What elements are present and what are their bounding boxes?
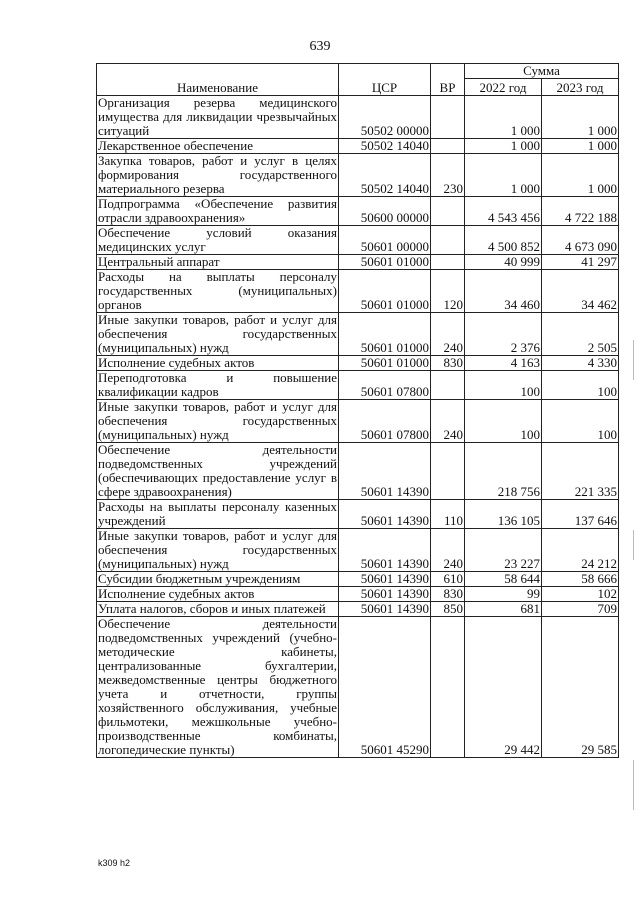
table-row: [97, 371, 619, 400]
row-csr: 50601 07800: [339, 371, 431, 400]
row-csr: 50601 01000: [339, 255, 431, 270]
row-csr: 50601 01000: [339, 313, 431, 356]
row-name: Исполнение судебных актов: [97, 356, 339, 371]
row-name: Обеспечение деятельности подведомственных учреждений (обеспечивающих предоставление услуг в сфере здравоохранения): [98, 442, 337, 499]
header-sum: Сумма: [465, 64, 619, 79]
row-value-2023: 1 000: [542, 139, 619, 154]
row-value-2022: 34 460: [465, 270, 542, 313]
table-body: [97, 96, 619, 758]
row-csr: 50600 00000: [339, 197, 431, 226]
row-value-2023: 102: [542, 587, 619, 602]
table-row: [97, 255, 619, 270]
row-value-2022: 23 227: [465, 529, 542, 572]
row-csr: 50601 45290: [339, 617, 431, 758]
page-number: 639: [309, 39, 331, 54]
row-vr: [431, 226, 465, 255]
row-vr: 240: [431, 313, 465, 356]
header-vr: ВР: [431, 64, 465, 96]
row-name: Уплата налогов, сборов и иных платежей: [97, 602, 339, 617]
row-value-2022: 4 500 852: [465, 226, 542, 255]
row-csr: 50601 14390: [339, 572, 431, 587]
row-csr: 50502 00000: [339, 96, 431, 139]
row-name: Иные закупки товаров, работ и услуг для обеспечения государственных (муниципальных) нужд: [98, 528, 337, 571]
row-name: Лекарственное обеспечение: [97, 139, 339, 154]
row-vr: 830: [431, 356, 465, 371]
table-row: [97, 572, 619, 587]
row-value-2022: 2 376: [465, 313, 542, 356]
row-value-2023: 100: [542, 371, 619, 400]
row-vr: 850: [431, 602, 465, 617]
row-vr: [431, 255, 465, 270]
header-year-2022: 2022 год: [465, 79, 542, 96]
row-value-2022: 4 543 456: [465, 197, 542, 226]
row-name: Расходы на выплаты персоналу государственных (муниципальных) органов: [98, 269, 337, 312]
row-value-2023: 100: [542, 400, 619, 443]
table-row: [97, 96, 619, 139]
table-row: [97, 313, 619, 356]
row-value-2023: 221 335: [542, 443, 619, 500]
row-vr: [431, 443, 465, 500]
row-value-2022: 100: [465, 400, 542, 443]
row-csr: 50601 14390: [339, 587, 431, 602]
row-vr: 830: [431, 587, 465, 602]
scan-artifact: [633, 340, 634, 380]
row-vr: [431, 139, 465, 154]
row-value-2023: 2 505: [542, 313, 619, 356]
row-vr: 120: [431, 270, 465, 313]
row-value-2022: 1 000: [465, 139, 542, 154]
row-csr: 50601 01000: [339, 270, 431, 313]
row-value-2023: 29 585: [542, 617, 619, 758]
row-value-2022: 136 105: [465, 500, 542, 529]
row-value-2022: 1 000: [465, 154, 542, 197]
row-value-2022: 29 442: [465, 617, 542, 758]
row-csr: 50502 14040: [339, 139, 431, 154]
row-name: Обеспечение деятельности подведомственных учреждений (учебно-методические кабинеты, централизованные бухгалтерии, межведомственные центры бюджетного учета и отчетности, группы хозяйственного обслуживания, учебные фильмотеки, межшкольные учебно-производственные комбинаты, логопедические пункты): [98, 616, 337, 757]
row-name: Центральный аппарат: [97, 255, 339, 270]
table-row: [97, 587, 619, 602]
row-csr: 50601 14390: [339, 500, 431, 529]
row-value-2023: 1 000: [542, 96, 619, 139]
row-name: Переподготовка и повышение квалификации кадров: [98, 370, 337, 399]
row-value-2022: 218 756: [465, 443, 542, 500]
row-csr: 50601 00000: [339, 226, 431, 255]
row-csr: 50601 01000: [339, 356, 431, 371]
row-vr: 230: [431, 154, 465, 197]
table-row: [97, 197, 619, 226]
row-value-2023: 24 212: [542, 529, 619, 572]
row-vr: [431, 371, 465, 400]
row-csr: 50601 14390: [339, 602, 431, 617]
row-vr: 110: [431, 500, 465, 529]
row-name: Расходы на выплаты персоналу казенных учреждений: [98, 499, 337, 528]
row-name: Иные закупки товаров, работ и услуг для обеспечения государственных (муниципальных) нужд: [98, 399, 337, 442]
scan-artifact: [633, 530, 634, 560]
table-row: [97, 529, 619, 572]
table-row: [97, 443, 619, 500]
row-value-2022: 40 999: [465, 255, 542, 270]
table-row: [97, 270, 619, 313]
header-csr: ЦСР: [339, 64, 431, 96]
row-value-2022: 100: [465, 371, 542, 400]
row-value-2023: 137 646: [542, 500, 619, 529]
row-name: Субсидии бюджетным учреждениям: [97, 572, 339, 587]
row-value-2023: 4 722 188: [542, 197, 619, 226]
budget-table: [96, 63, 619, 758]
row-name: Закупка товаров, работ и услуг в целях формирования государственного материального резерва: [98, 153, 337, 196]
row-value-2023: 4 673 090: [542, 226, 619, 255]
row-name: Исполнение судебных актов: [97, 587, 339, 602]
row-value-2023: 709: [542, 602, 619, 617]
row-value-2022: 58 644: [465, 572, 542, 587]
row-value-2022: 681: [465, 602, 542, 617]
row-vr: [431, 197, 465, 226]
row-vr: [431, 96, 465, 139]
row-value-2023: 1 000: [542, 154, 619, 197]
row-csr: 50502 14040: [339, 154, 431, 197]
table-row: [97, 602, 619, 617]
row-csr: 50601 07800: [339, 400, 431, 443]
table-row: [97, 139, 619, 154]
row-value-2023: 4 330: [542, 356, 619, 371]
row-value-2022: 4 163: [465, 356, 542, 371]
row-value-2023: 41 297: [542, 255, 619, 270]
table-row: [97, 226, 619, 255]
table-row: [97, 356, 619, 371]
row-name: Подпрограмма «Обеспечение развития отрасли здравоохранения»: [98, 196, 337, 225]
row-vr: 240: [431, 529, 465, 572]
row-value-2023: 58 666: [542, 572, 619, 587]
table-row: [97, 617, 619, 758]
header-name: Наименование: [97, 64, 339, 96]
row-vr: [431, 617, 465, 758]
row-name: Организация резерва медицинского имущества для ликвидации чрезвычайных ситуаций: [98, 95, 337, 138]
row-value-2022: 1 000: [465, 96, 542, 139]
table-row: [97, 500, 619, 529]
scan-artifact: [633, 760, 634, 810]
table-row: [97, 154, 619, 197]
row-csr: 50601 14390: [339, 529, 431, 572]
table-row: [97, 400, 619, 443]
row-name: Иные закупки товаров, работ и услуг для обеспечения государственных (муниципальных) нужд: [98, 312, 337, 355]
row-value-2022: 99: [465, 587, 542, 602]
row-value-2023: 34 462: [542, 270, 619, 313]
footer-code: k309 h2: [98, 858, 131, 868]
header-year-2023: 2023 год: [542, 79, 619, 96]
table-header: [97, 64, 619, 96]
row-csr: 50601 14390: [339, 443, 431, 500]
row-name: Обеспечение условий оказания медицинских услуг: [98, 225, 337, 254]
row-vr: 240: [431, 400, 465, 443]
row-vr: 610: [431, 572, 465, 587]
